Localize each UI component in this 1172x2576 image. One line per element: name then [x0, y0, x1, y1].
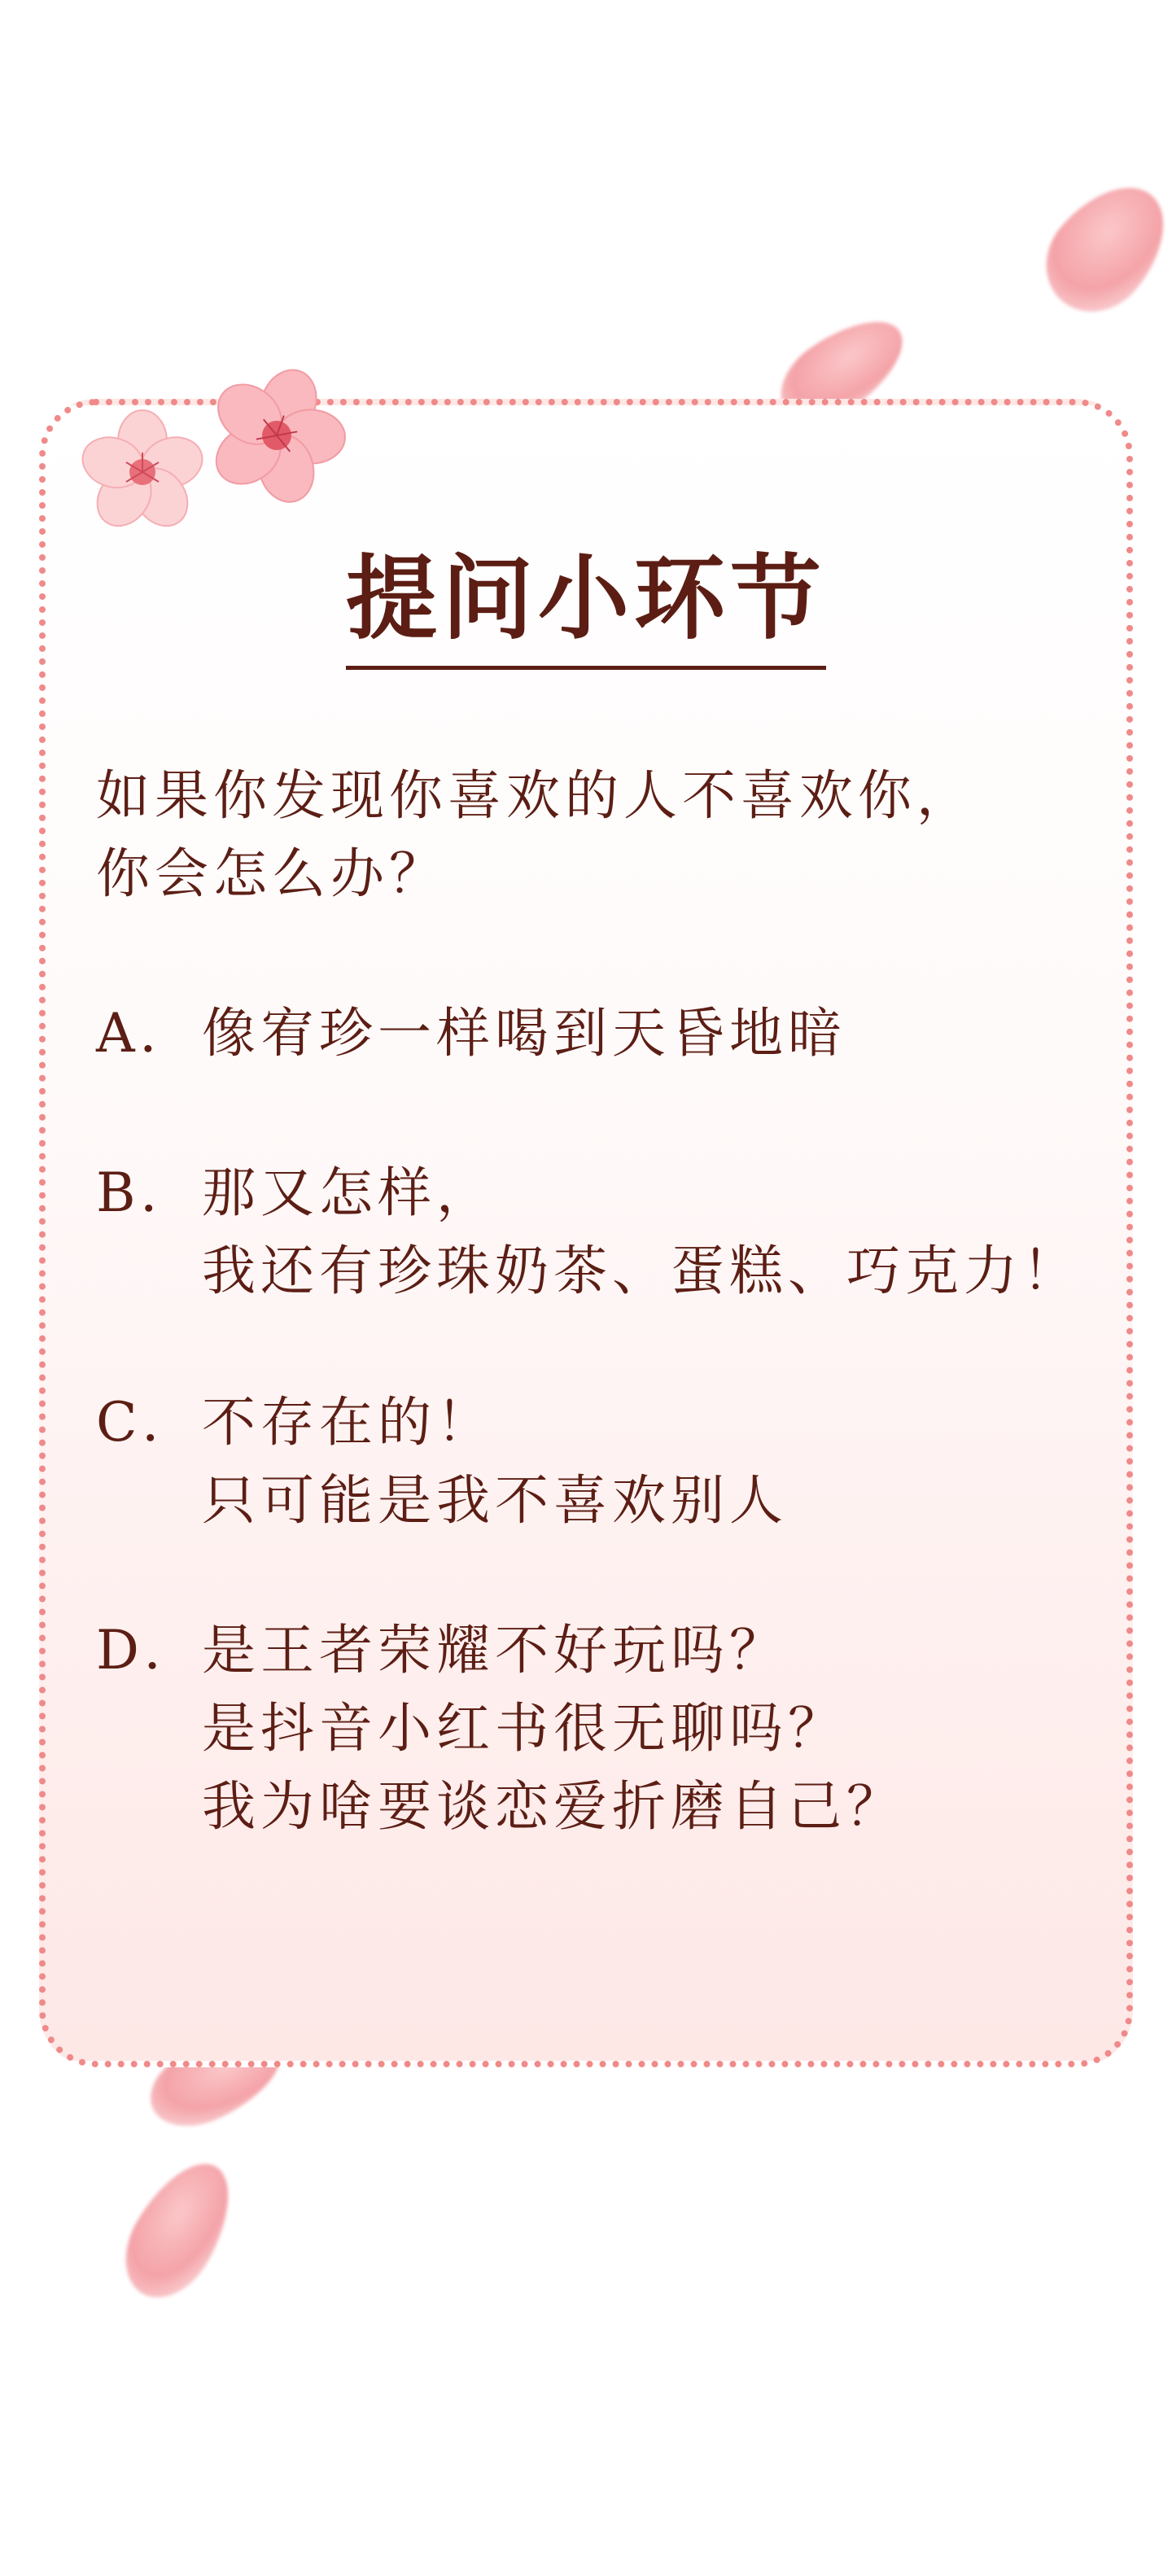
option-line: 我为啥要谈恋爱折磨自己？ — [202, 1775, 905, 1838]
option-b[interactable] — [96, 1154, 1113, 1310]
cherry-blossom-icon — [199, 358, 354, 513]
page-title-text: 提问小环节 — [346, 553, 826, 670]
cherry-blossom-icon — [73, 403, 212, 541]
option-d[interactable] — [96, 1612, 1113, 1846]
option-letter: A． — [96, 1002, 199, 1065]
option-a[interactable] — [96, 995, 1113, 1073]
option-line: 只可能是我不喜欢别人 — [202, 1469, 788, 1532]
option-line: 我还有珍珠奶茶、蛋糕、巧克力！ — [202, 1240, 1081, 1302]
page-title — [0, 545, 1172, 670]
petal-icon — [107, 2146, 251, 2314]
question-line: 如果你发现你喜欢的人不喜欢你， — [96, 764, 975, 827]
petal-icon — [1025, 164, 1172, 332]
option-line: 是抖音小红书很无聊吗？ — [202, 1697, 846, 1760]
option-letter: C． — [96, 1391, 201, 1454]
option-line: 那又怎样， — [202, 1161, 495, 1224]
option-c[interactable] — [96, 1384, 1113, 1540]
option-line: 像宥珍一样喝到天昏地暗 — [202, 1002, 846, 1065]
option-letter: D． — [96, 1619, 203, 1682]
question-line: 你会怎么办？ — [96, 842, 448, 905]
question-text — [96, 757, 1105, 913]
option-letter: B． — [96, 1161, 199, 1224]
option-line: 是王者荣耀不好玩吗？ — [202, 1619, 788, 1682]
option-line: 不存在的！ — [202, 1391, 495, 1454]
